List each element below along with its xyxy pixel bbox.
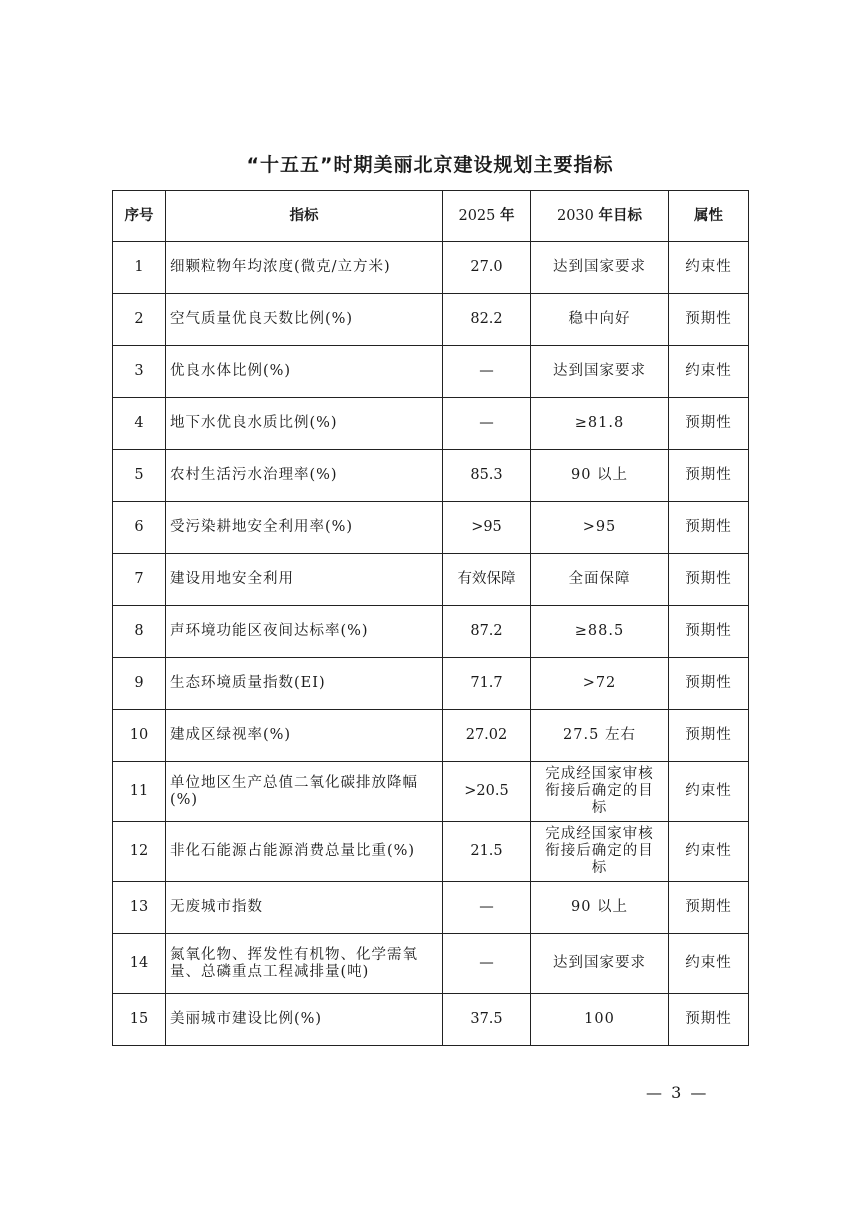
row-value-2025: 82.2 (443, 294, 531, 346)
row-value-2025: 21.5 (443, 822, 531, 882)
row-attribute: 预期性 (669, 882, 749, 934)
row-indicator: 生态环境质量指数(EI) (166, 658, 443, 710)
header-2025-suffix: 年 (500, 207, 515, 224)
row-indicator: 优良水体比例(%) (166, 346, 443, 398)
row-target-2030: 稳中向好 (531, 294, 669, 346)
row-value-2025: 37.5 (443, 994, 531, 1046)
row-index: 11 (113, 762, 166, 822)
table-row (113, 346, 749, 398)
row-target-2030: 90 以上 (531, 450, 669, 502)
row-index: 15 (113, 994, 166, 1046)
header-attribute: 属性 (669, 191, 749, 242)
row-target-2030: 完成经国家审核衔接后确定的目标 (531, 822, 669, 882)
row-attribute: 约束性 (669, 822, 749, 882)
row-value-2025: — (443, 882, 531, 934)
row-index: 1 (113, 242, 166, 294)
table-row (113, 822, 749, 882)
row-attribute: 预期性 (669, 502, 749, 554)
table-row (113, 606, 749, 658)
row-attribute: 约束性 (669, 762, 749, 822)
row-target-2030: >72 (531, 658, 669, 710)
page-number: — 3 — (646, 1083, 709, 1102)
row-value-2025: >95 (443, 502, 531, 554)
row-target-2030: 达到国家要求 (531, 346, 669, 398)
row-value-2025: 有效保障 (443, 554, 531, 606)
row-index: 9 (113, 658, 166, 710)
row-attribute: 预期性 (669, 658, 749, 710)
table-row (113, 502, 749, 554)
row-target-2030: 90 以上 (531, 882, 669, 934)
table-row (113, 994, 749, 1046)
table-body (113, 242, 749, 1046)
table-row (113, 554, 749, 606)
table-row (113, 934, 749, 994)
row-index: 5 (113, 450, 166, 502)
row-target-2030: >95 (531, 502, 669, 554)
row-attribute: 预期性 (669, 994, 749, 1046)
row-value-2025: 85.3 (443, 450, 531, 502)
row-index: 6 (113, 502, 166, 554)
row-index: 4 (113, 398, 166, 450)
row-value-2025: 71.7 (443, 658, 531, 710)
row-value-2025: 87.2 (443, 606, 531, 658)
row-attribute: 预期性 (669, 554, 749, 606)
row-index: 12 (113, 822, 166, 882)
page-title: “十五五”时期美丽北京建设规划主要指标 (246, 154, 614, 176)
row-value-2025: — (443, 398, 531, 450)
table-row (113, 398, 749, 450)
header-index: 序号 (113, 191, 166, 242)
row-attribute: 预期性 (669, 450, 749, 502)
header-indicator: 指标 (166, 191, 443, 242)
row-indicator: 地下水优良水质比例(%) (166, 398, 443, 450)
row-value-2025: 27.0 (443, 242, 531, 294)
row-value-2025: >20.5 (443, 762, 531, 822)
row-attribute: 预期性 (669, 294, 749, 346)
table-header-row (113, 191, 749, 242)
row-indicator: 受污染耕地安全利用率(%) (166, 502, 443, 554)
row-indicator: 建成区绿视率(%) (166, 710, 443, 762)
row-index: 2 (113, 294, 166, 346)
row-attribute: 约束性 (669, 934, 749, 994)
row-index: 13 (113, 882, 166, 934)
table-row (113, 294, 749, 346)
row-attribute: 预期性 (669, 398, 749, 450)
table-row (113, 882, 749, 934)
header-2025-year: 2025 (458, 207, 496, 224)
row-indicator: 声环境功能区夜间达标率(%) (166, 606, 443, 658)
header-2030-target (531, 191, 669, 242)
header-2025 (443, 191, 531, 242)
row-value-2025: — (443, 934, 531, 994)
row-indicator: 氮氧化物、挥发性有机物、化学需氧量、总磷重点工程减排量(吨) (166, 934, 443, 994)
header-2030-year: 2030 (556, 207, 594, 224)
row-attribute: 约束性 (669, 242, 749, 294)
row-index: 7 (113, 554, 166, 606)
table-row (113, 658, 749, 710)
row-target-2030: 达到国家要求 (531, 934, 669, 994)
row-index: 8 (113, 606, 166, 658)
row-target-2030: ≥88.5 (531, 606, 669, 658)
row-indicator: 农村生活污水治理率(%) (166, 450, 443, 502)
table-row (113, 450, 749, 502)
row-index: 14 (113, 934, 166, 994)
row-attribute: 约束性 (669, 346, 749, 398)
table-row (113, 762, 749, 822)
row-value-2025: 27.02 (443, 710, 531, 762)
row-indicator: 细颗粒物年均浓度(微克/立方米) (166, 242, 443, 294)
row-index: 3 (113, 346, 166, 398)
row-attribute: 预期性 (669, 606, 749, 658)
row-indicator: 空气质量优良天数比例(%) (166, 294, 443, 346)
row-target-2030: 达到国家要求 (531, 242, 669, 294)
row-indicator: 建设用地安全利用 (166, 554, 443, 606)
row-attribute: 预期性 (669, 710, 749, 762)
row-index: 10 (113, 710, 166, 762)
header-2030-suffix: 年目标 (598, 207, 642, 224)
indicators-table (112, 190, 749, 1046)
table-row (113, 242, 749, 294)
row-indicator: 无废城市指数 (166, 882, 443, 934)
row-indicator: 非化石能源占能源消费总量比重(%) (166, 822, 443, 882)
row-target-2030: 100 (531, 994, 669, 1046)
table-row (113, 710, 749, 762)
row-target-2030: 完成经国家审核衔接后确定的目标 (531, 762, 669, 822)
row-value-2025: — (443, 346, 531, 398)
row-target-2030: 全面保障 (531, 554, 669, 606)
row-target-2030: 27.5 左右 (531, 710, 669, 762)
row-target-2030: ≥81.8 (531, 398, 669, 450)
row-indicator: 美丽城市建设比例(%) (166, 994, 443, 1046)
row-indicator: 单位地区生产总值二氧化碳排放降幅(%) (166, 762, 443, 822)
